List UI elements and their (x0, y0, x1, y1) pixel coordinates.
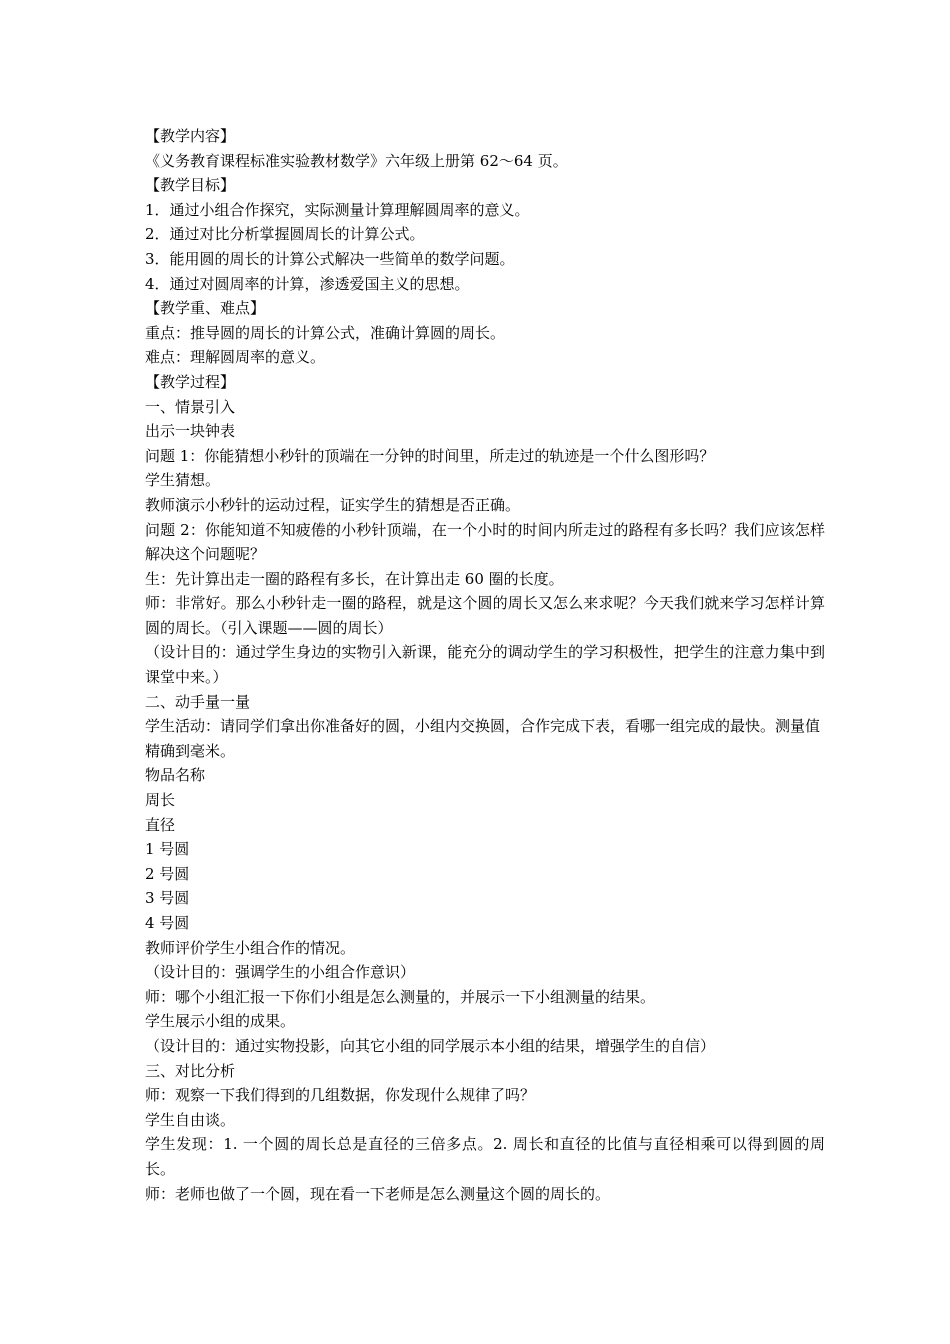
goal-item-1: 1．通过小组合作探究，实际测量计算理解圆周率的意义。 (145, 200, 530, 219)
heading-key-points: 【教学重、难点】 (145, 299, 266, 318)
paragraph: 师：哪个小组汇报一下你们小组是怎么测量的，并展示一下小组测量的结果。 (145, 987, 656, 1006)
design-purpose-note: （设计目的：通过学生身边的实物引入新课，能充分的调动学生的学习积极性，把学生的注意力集中到课堂中来。） (145, 643, 825, 687)
textbook-reference: 《义务教育课程标准实验教材数学》六年级上册第 62～64 页。 (145, 151, 568, 170)
heading-teaching-goals: 【教学目标】 (145, 176, 236, 195)
difficult-point: 难点：理解圆周率的意义。 (145, 348, 326, 367)
paragraph: 教师演示小秒针的运动过程，证实学生的猜想是否正确。 (145, 495, 521, 514)
section-heading-3: 三、对比分析 (145, 1061, 236, 1080)
design-purpose-note: （设计目的：通过实物投影，向其它小组的同学展示本小组的结果，增强学生的自信） (145, 1036, 716, 1055)
question-2: 问题 2：你能知道不知疲倦的小秒针顶端，在一个小时的时间内所走过的路程有多长吗？我们应该怎样解决这个问题呢？ (145, 520, 825, 564)
paragraph: 出示一块钟表 (145, 422, 236, 441)
table-row-circle-1: 1 号圆 (145, 840, 190, 859)
heading-teaching-content: 【教学内容】 (145, 127, 236, 145)
heading-teaching-process: 【教学过程】 (145, 372, 236, 391)
table-header-circumference: 周长 (145, 791, 176, 810)
student-activity: 学生活动：请同学们拿出你准备好的圆，小组内交换圆，合作完成下表，看哪一组完成的最快。测量值精确到毫米。 (145, 717, 821, 760)
table-row-circle-4: 4 号圆 (145, 914, 190, 932)
table-header-item-name: 物品名称 (145, 766, 206, 785)
document-body (145, 124, 825, 1206)
table-row-circle-3: 3 号圆 (145, 889, 190, 908)
goal-item-2: 2．通过对比分析掌握圆周长的计算公式。 (145, 225, 425, 244)
table-row-circle-2: 2 号圆 (145, 864, 190, 883)
paragraph: 学生展示小组的成果。 (145, 1012, 296, 1031)
paragraph: 学生猜想。 (145, 471, 221, 490)
question-1: 问题 1：你能猜想小秒针的顶端在一分钟的时间里，所走过的轨迹是一个什么图形吗？ (145, 446, 715, 465)
table-header-diameter: 直径 (145, 815, 176, 834)
section-heading-1: 一、情景引入 (145, 397, 236, 416)
paragraph: 师：老师也做了一个圆，现在看一下老师是怎么测量这个圆的周长的。 (145, 1184, 611, 1203)
paragraph: 师：观察一下我们得到的几组数据，你发现什么规律了吗？ (145, 1086, 536, 1105)
section-heading-2: 二、动手量一量 (145, 692, 251, 711)
goal-item-4: 4．通过对圆周率的计算，渗透爱国主义的思想。 (145, 274, 470, 293)
paragraph: 师：非常好。那么小秒针走一圈的路程，就是这个圆的周长又怎么来求呢？今天我们就来学习怎样计算圆的周长。（引入课题——圆的周长） (145, 594, 825, 637)
key-point: 重点：推导圆的周长的计算公式，准确计算圆的周长。 (145, 323, 506, 342)
paragraph: 学生自由谈。 (145, 1110, 236, 1129)
student-findings: 学生发现：1. 一个圆的周长总是直径的三倍多点。2. 周长和直径的比值与直径相乘可以得到圆的周长。 (145, 1135, 825, 1178)
goal-item-3: 3．能用圆的周长的计算公式解决一些简单的数学问题。 (145, 249, 515, 268)
paragraph: 教师评价学生小组合作的情况。 (145, 938, 356, 957)
design-purpose-note: （设计目的：强调学生的小组合作意识） (145, 963, 416, 982)
paragraph: 生：先计算出走一圈的路程有多长，在计算出走 60 圈的长度。 (145, 569, 564, 588)
